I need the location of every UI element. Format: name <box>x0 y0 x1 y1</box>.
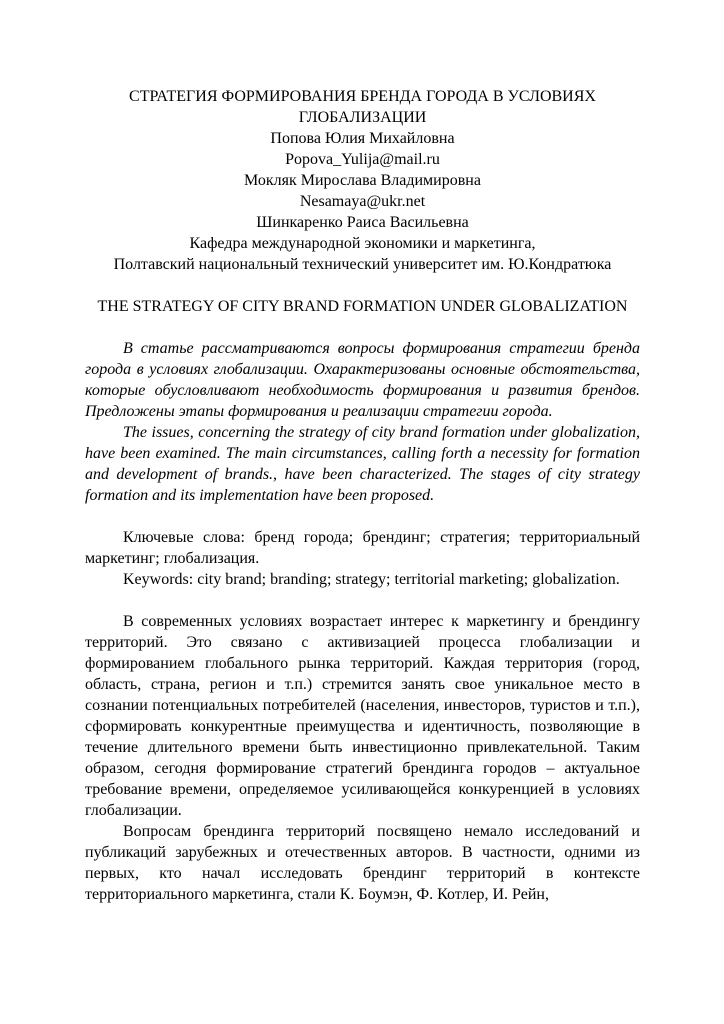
author-name: Шинкаренко Раиса Васильевна <box>256 214 469 231</box>
abstract-en: The issues, concerning the strategy of city brand formation under globalization, have been examined. The main circumstances, calling forth a necessity for formation and development of brands., have been characterized. The stages of city strategy formation and its implementation have been proposed. <box>85 424 640 504</box>
affiliation-university: Полтавский национальный технический университет им. Ю.Кондратюка <box>113 256 612 273</box>
author-name: Попова Юлия Михайловна <box>270 130 455 147</box>
blank-line <box>85 590 640 611</box>
article-title-ru: СТРАТЕГИЯ ФОРМИРОВАНИЯ БРЕНДА ГОРОДА В УСЛОВИЯХ ГЛОБАЛИЗАЦИИ <box>129 88 596 126</box>
keywords-ru: Ключевые слова: бренд города; брендинг; стратегия; территориальный маркетинг; глобализация. <box>85 529 640 567</box>
author-email: Popova_Yulija@mail.ru <box>285 151 440 168</box>
author-name: Мокляк Мирослава Владимировна <box>244 172 481 189</box>
keywords-en: Keywords: city brand; branding; strategy; territorial marketing; globalization. <box>123 571 620 588</box>
blank-line <box>85 317 640 338</box>
body-paragraph-1: В современных условиях возрастает интерес к маркетингу и брендингу территорий. Это связано с активизацией процесса глобализации и формированием глобального рынка территорий. Каждая территория (город, область, страна, регион и т.п.) стремится занять свое уникальное место в сознании потенциальных потребителей (населения, инвесторов, туристов и т.п.), сформировать конкурентные преимущества и идентичность, позволяющие в течение длительного времени быть инвестиционно привлекательной. Таким образом, сегодня формирование стратегий брендинга городов – актуальное требование времени, определяемое усиливающейся конкуренцией в условиях глобализации. <box>85 613 640 819</box>
author-email: Nesamaya@ukr.net <box>299 193 426 210</box>
authors-block <box>85 128 640 275</box>
abstract-ru: В статье рассматриваются вопросы формирования стратегии бренда города в условиях глобализации. Охарактеризованы основные обстоятельства, которые обусловливают необходимость формирования и развития брендов. Предложены этапы формирования и реализации стратегии города. <box>85 340 640 420</box>
blank-line <box>85 275 640 296</box>
blank-line <box>85 506 640 527</box>
body-paragraph-2: Вопросам брендинга территорий посвящено немало исследований и публикаций зарубежных и отечественных авторов. В частности, одними из первых, кто начал исследовать брендинг территорий в контексте территориального маркетинга, стали К. Боумэн, Ф. Котлер, И. Рейн, <box>85 823 640 903</box>
article-title-en: THE STRATEGY OF CITY BRAND FORMATION UNDER GLOBALIZATION <box>97 298 628 315</box>
affiliation-department: Кафедра международной экономики и маркетинга, <box>189 235 536 252</box>
